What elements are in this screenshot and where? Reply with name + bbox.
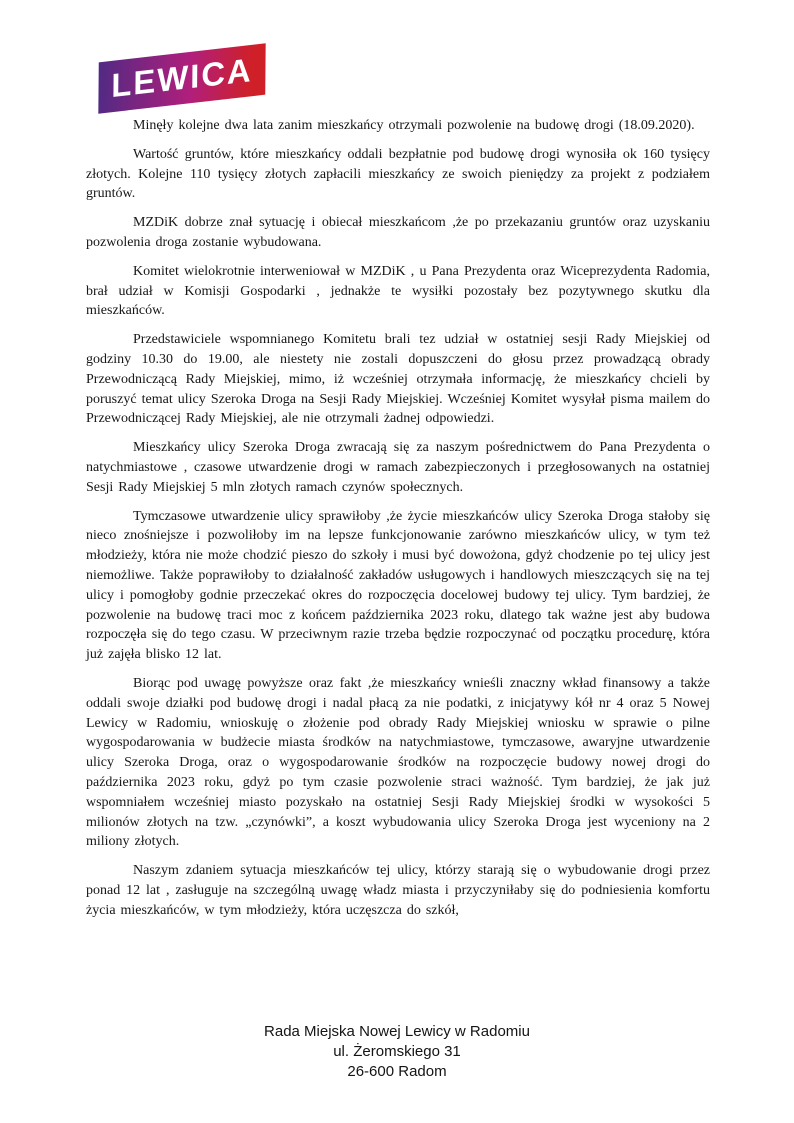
lewica-logo-text: LEWICA [111, 50, 253, 105]
footer-address [0, 1022, 794, 1082]
footer-organization: Rada Miejska Nowej Lewicy w Radomiu [264, 1023, 530, 1040]
paragraph-temporary-surface: Tymczasowe utwardzenie ulicy sprawiłoby ,że życie mieszkańców ulicy Szeroka Droga stałoby się nieco znośniejsze i pozwoliłoby im na lepsze funkcjonowanie zarówno mieszkańców ulicy, w tym też młodzieży, która nie może chodzić pieszo do szkoły i musi być dowożona, gdyż chodzenie po tej ulicy jest niemożliwe. Także poprawiłoby to działalność zakładów usługowych i handlowych mieszczących się na tej ulicy i pomogłoby godnie przeczekać okres do rozpoczęcia docelowej budowy tej ulicy. Tym bardziej, że pozwolenie na budowę traci moc z końcem października 2023 roku, dlatego tak ważne jest aby budowa rozpoczęła się do tego czasu. W przeciwnym razie trzeba będzie rozpoczynać od początku procedurę, która już zajęła blisko 12 lat. [86, 508, 710, 663]
paragraph-conclusion: Naszym zdaniem sytuacja mieszkańców tej ulicy, którzy starają się o wybudowanie drogi przez ponad 12 lat , zasługuje na szczególną uwagę władz miasta i przyczyniłaby się do podniesienia komfortu życia mieszkańców, w tym młodzieży, która uczęszcza do szkół, [86, 863, 710, 918]
footer-city: 26-600 Radom [347, 1063, 447, 1080]
paragraph-council-session: Przedstawiciele wspomnianego Komitetu brali tez udział w ostatniej sesji Rady Miejskiej od godziny 10.30 do 19.00, ale niestety nie zostali dopuszczeni do głosu przez prowadzącą obrady Przewodniczącą Rady Miejskiej, mimo, iż wcześniej otrzymała informację, że mieszkańcy chcieli by poruszyć temat ulicy Szeroka Droga na Sesji Rady Miejskiej. Wcześniej Komitet wysyłał pisma mailem do Przewodniczącej Rady Miejskiej, ale nie otrzymali żadnej odpowiedzi. [86, 332, 710, 427]
letter-body [86, 116, 710, 929]
paragraph-motion: Biorąc pod uwagę powyższe oraz fakt ,że mieszkańcy wnieśli znaczny wkład finansowy a także oddali swoje działki pod budowę drogi i nadal płacą za nie podatki, z inicjatywy kół nr 4 oraz 5 Nowej Lewicy w Radomiu, wnioskuję o złożenie pod obrady Rady Miejskiej wniosku w sprawie o pilne wygospodarowania w budżecie miasta środków na natychmiastowe, tymczasowe, awaryjne utwardzenie ulicy Szeroka Droga, oraz o wygospodarowanie środków na rozpoczęcie budowy nowej drogi do października 2023 roku, gdyż po tym czasie pozwolenie straci ważność. Tym bardziej, że jak już wspomniałem wcześniej miasto pozyskało na ostatniej Sesji Rady Miejskiej środki w wysokości 5 milionów złotych na tzw. „czynówki”, a koszt wybudowania ulicy Szeroka Droga jest wyceniony na 2 miliony złotych. [86, 675, 710, 850]
paragraph-mzdik-promise: MZDiK dobrze znał sytuację i obiecał mieszkańcom ,że po przekazaniu gruntów oraz uzyskaniu pozwolenia droga zostanie wybudowana. [86, 215, 710, 250]
paragraph-residents-request: Mieszkańcy ulicy Szeroka Droga zwracają się za naszym pośrednictwem do Pana Prezydenta o natychmiastowe , czasowe utwardzenie drogi w ramach zabezpieczonych i przegłosowanych na ostatniej Sesji Rady Miejskiej 5 mln złotych ramach czynów społecznych. [86, 440, 710, 495]
footer-street: ul. Żeromskiego 31 [333, 1043, 461, 1060]
lewica-logo [98, 43, 265, 113]
paragraph-land-value: Wartość gruntów, które mieszkańcy oddali bezpłatnie pod budowę drogi wynosiła ok 160 tysięcy złotych. Kolejne 110 tysięcy złotych zapłacili mieszkańcy ze swoich pieniędzy za projekt z podziałem gruntów. [86, 146, 710, 202]
paragraph-committee: Komitet wielokrotnie interweniował w MZDiK , u Pana Prezydenta oraz Wiceprezydenta Radomia, brał udział w Komisji Gospodarki , jednakże te wysiłki pozostały bez pozytywnego skutku dla mieszkańców. [86, 263, 710, 319]
paragraph-permit: Minęły kolejne dwa lata zanim mieszkańcy otrzymali pozwolenie na budowę drogi (18.09.2020). [133, 118, 695, 133]
